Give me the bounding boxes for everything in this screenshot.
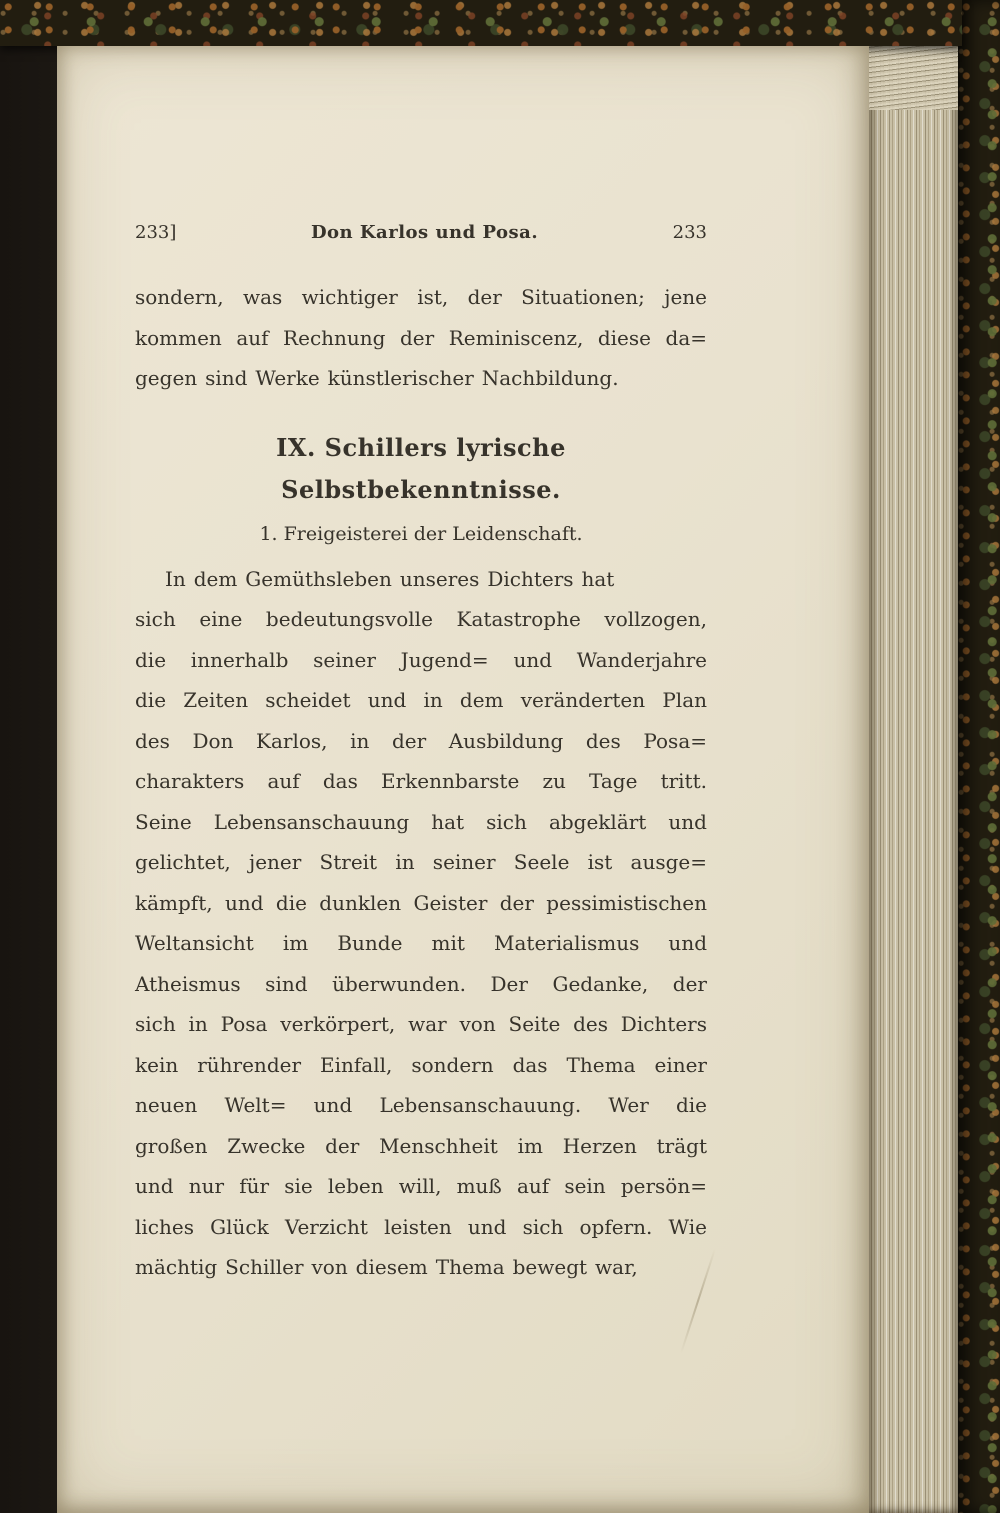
text-line: kämpft, und die dunklen Geister der pessimistischen (135, 890, 707, 915)
page-edge-stack (868, 40, 962, 1513)
subsection-heading: 1. Freigeisterei der Leidenschaft. (259, 522, 583, 545)
text-line: sich eine bedeutungsvolle Katastrophe vollzogen, (135, 607, 707, 631)
text-line: neuen Welt= und Lebensanschauung. Wer die (135, 1093, 707, 1117)
section-heading: IX. Schillers lyrische Selbstbekenntnisse. (276, 432, 566, 504)
folio-right: 233 (672, 222, 707, 243)
text-line: Atheismus sind überwunden. Der Gedanke, der (135, 971, 707, 996)
text-line: sondern, was wichtiger ist, der Situationen; jene (135, 285, 707, 309)
text-line: Seine Lebensanschauung hat sich abgeklärt und (135, 809, 707, 834)
text-line: sich in Posa verkörpert, war von Seite des Dichters (135, 1012, 707, 1036)
running-title: Don Karlos und Posa. (310, 222, 539, 243)
text-line: kein rührender Einfall, sondern das Thema einer (135, 1052, 707, 1077)
text-line: großen Zwecke der Menschheit im Herzen trägt (135, 1133, 707, 1158)
text-line: die Zeiten scheidet und in dem veränderten Plan (135, 688, 707, 712)
intro-paragraph (135, 277, 707, 399)
page-content (135, 222, 707, 1288)
text-line: gegen sind Werke künstlerischer Nachbildung. (135, 366, 619, 390)
text-line: liches Glück Verzicht leisten und sich opfern. Wie (135, 1214, 707, 1239)
text-line: Weltansicht im Bunde mit Materialismus und (135, 931, 707, 955)
book-cover-right (958, 0, 1000, 1513)
text-line: des Don Karlos, in der Ausbildung des Posa= (135, 728, 707, 753)
text-line: und nur für sie leben will, muß auf sein persön= (135, 1174, 707, 1198)
folio-left: 233] (135, 222, 177, 243)
text-line: In dem Gemüthsleben unseres Dichters hat (165, 566, 615, 591)
page-header (135, 222, 707, 243)
text-line: gelichtet, jener Streit in seiner Seele ist ausge= (135, 850, 707, 874)
text-line: die innerhalb seiner Jugend= und Wanderjahre (135, 647, 707, 672)
text-line: charakters auf das Erkennbarste zu Tage tritt. (135, 769, 707, 793)
book-page (57, 46, 869, 1513)
page-edge-stack-top (868, 40, 962, 110)
body-paragraph (135, 559, 707, 1288)
book-cover-top (0, 0, 962, 46)
text-line: kommen auf Rechnung der Reminiscenz, diese da= (135, 325, 707, 350)
text-line: mächtig Schiller von diesem Thema bewegt war, (135, 1255, 638, 1279)
